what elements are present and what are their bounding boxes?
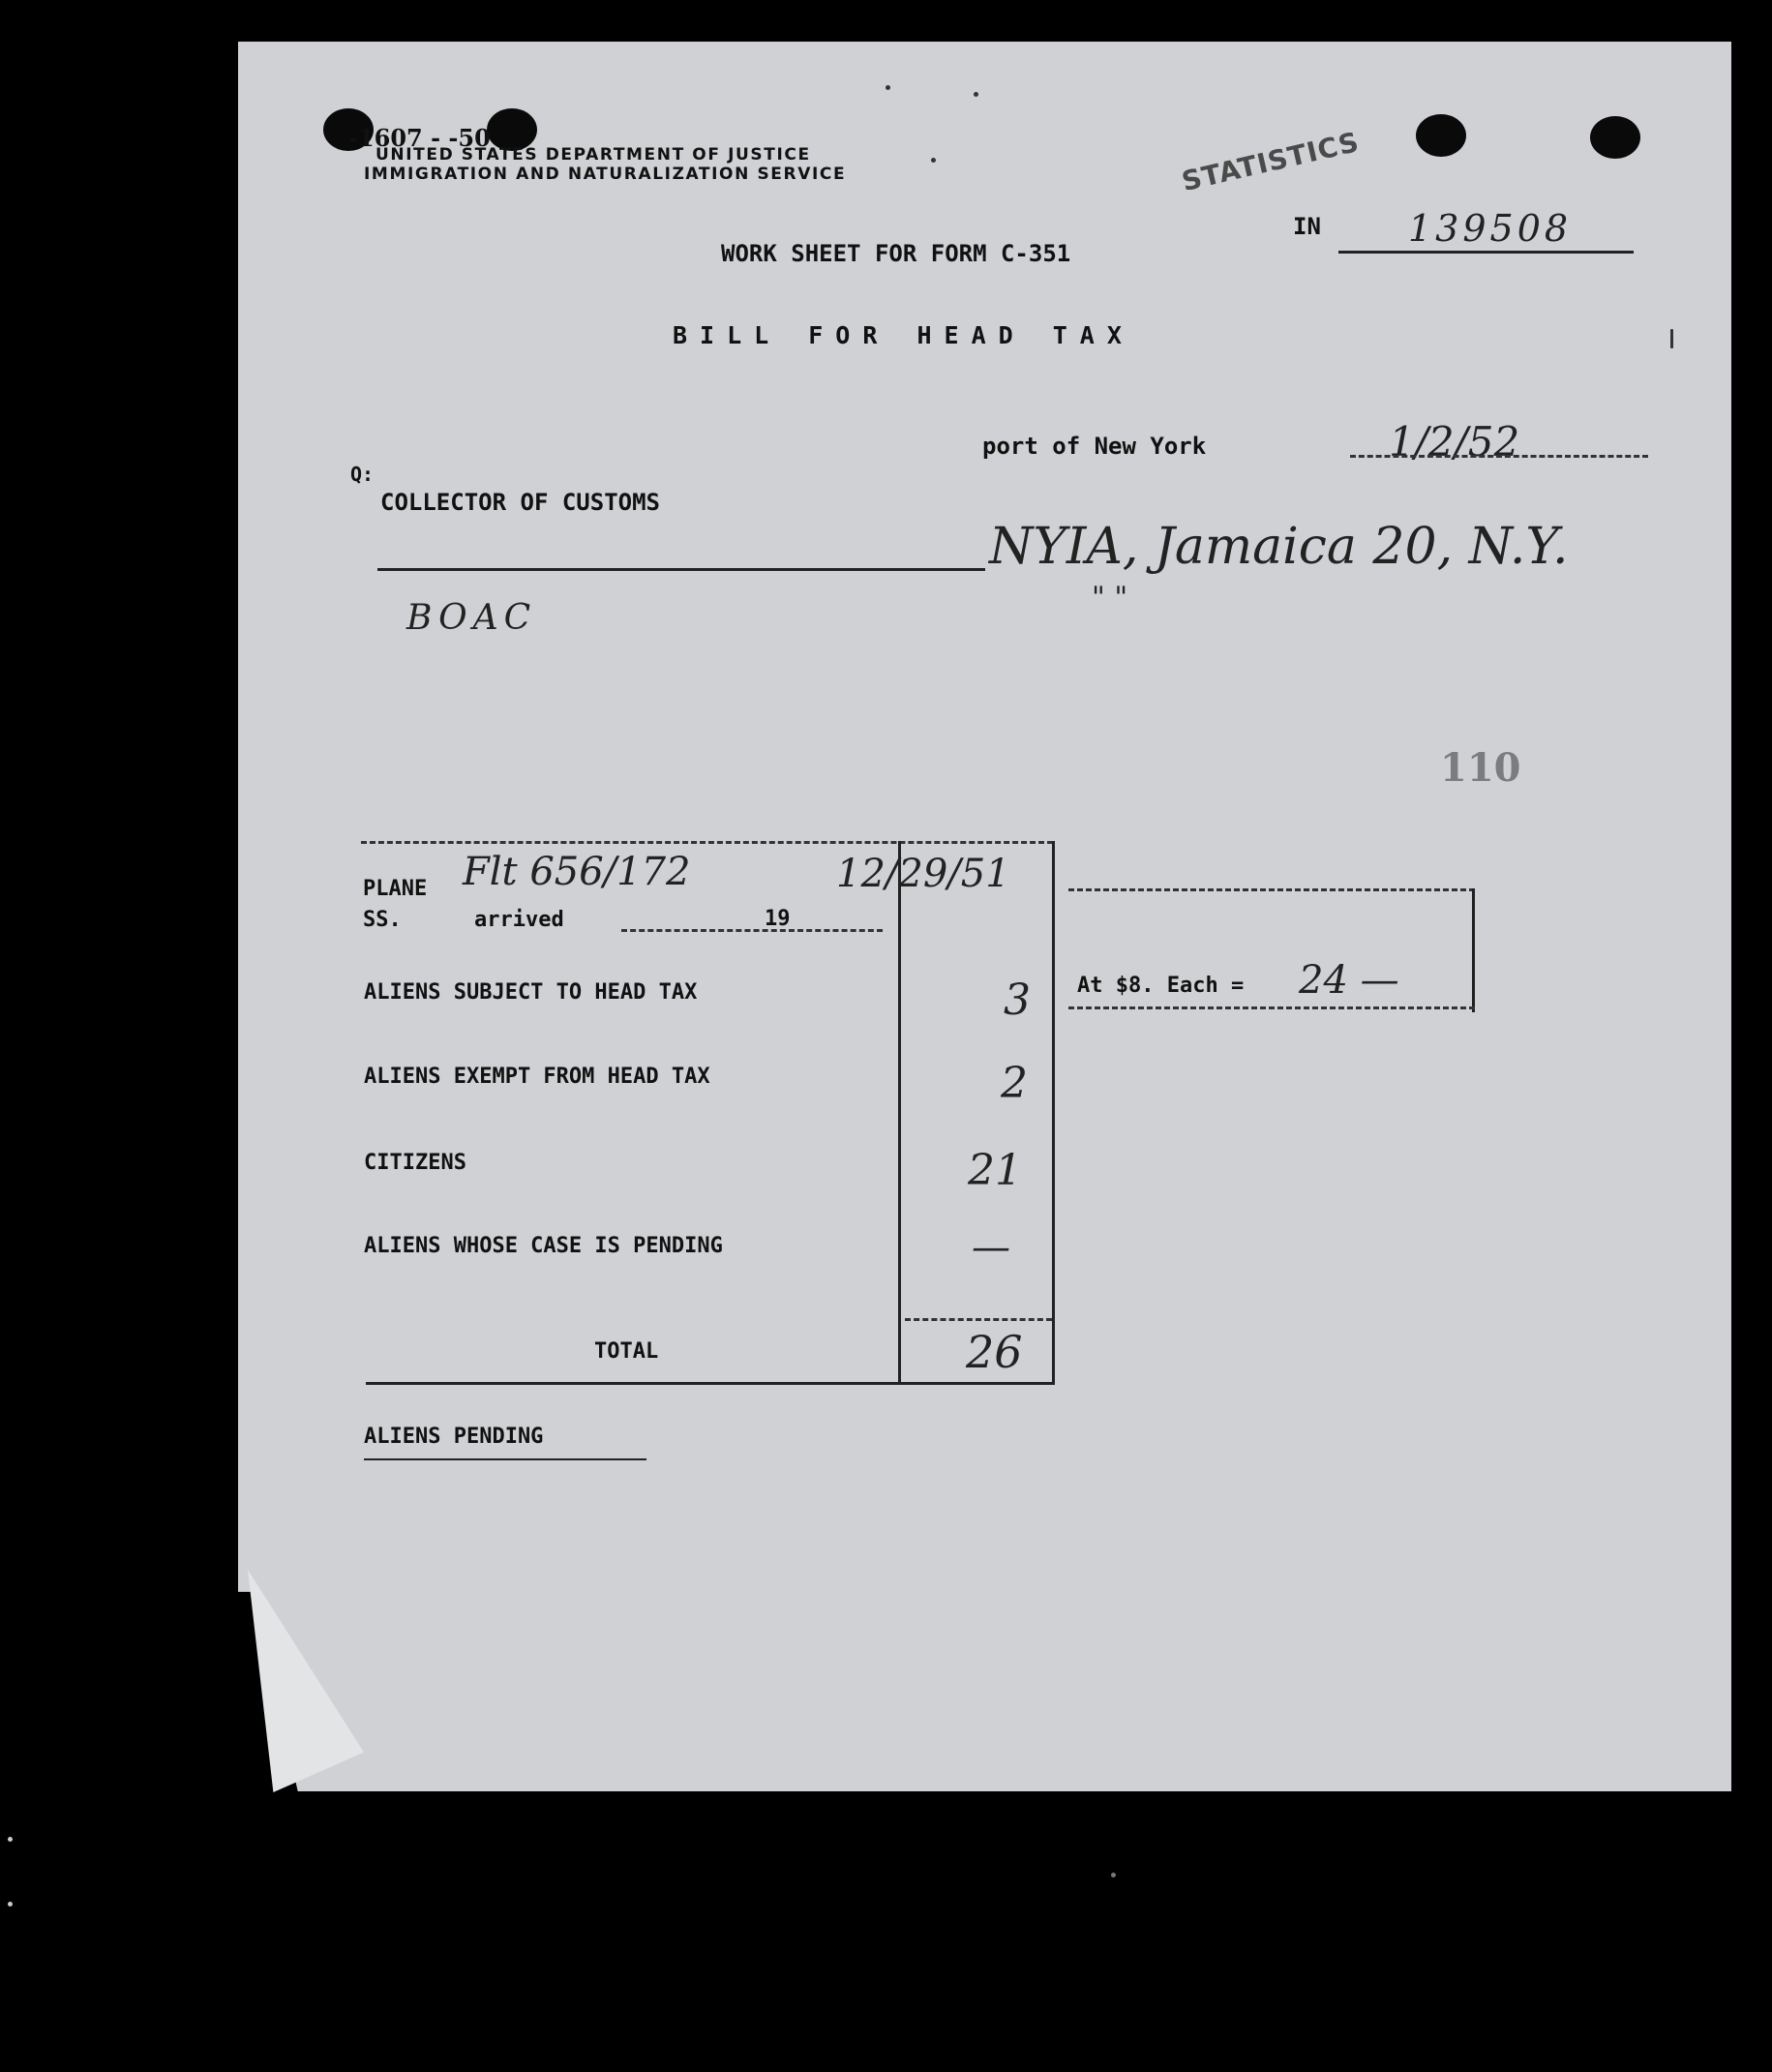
table-bottom-rule bbox=[366, 1382, 1055, 1385]
row-value-subject: 3 bbox=[1004, 976, 1031, 1025]
aliens-pending-label: ALIENS PENDING bbox=[364, 1425, 544, 1449]
bill-title: BILL FOR HEAD TAX bbox=[673, 321, 1134, 349]
rate-label: At $8. Each = bbox=[1077, 974, 1245, 998]
year-prefix: 19 bbox=[765, 907, 791, 931]
row-value-citizens: 21 bbox=[968, 1146, 1022, 1195]
carrier-name: BOAC bbox=[406, 598, 537, 638]
worksheet-title: WORK SHEET FOR FORM C-351 bbox=[721, 240, 1071, 267]
date-underline bbox=[1350, 455, 1648, 458]
table-divider-right bbox=[1052, 841, 1055, 1382]
port-date: 1/2/52 bbox=[1389, 418, 1520, 465]
aliens-pending-underline bbox=[364, 1458, 646, 1460]
row-label-subject: ALIENS SUBJECT TO HEAD TAX bbox=[364, 980, 698, 1005]
addressee-underline bbox=[377, 568, 985, 571]
speck bbox=[974, 92, 978, 97]
punch-hole-right-1 bbox=[1416, 114, 1466, 157]
row-value-exempt: 2 bbox=[1001, 1059, 1028, 1108]
row-label-citizens: CITIZENS bbox=[364, 1151, 466, 1175]
row-label-pending: ALIENS WHOSE CASE IS PENDING bbox=[364, 1234, 723, 1258]
in-number: 139508 bbox=[1408, 207, 1573, 250]
table-top-rule bbox=[361, 841, 1053, 844]
statistics-stamp: STATISTICS bbox=[1179, 125, 1363, 198]
speck bbox=[8, 1902, 13, 1907]
address-line: NYIA, Jamaica 20, N.Y. bbox=[989, 518, 1569, 576]
table-divider-left bbox=[898, 841, 901, 1382]
agency-line-1: UNITED STATES DEPARTMENT OF JUSTICE bbox=[375, 145, 811, 165]
total-label: TOTAL bbox=[594, 1339, 659, 1364]
speck bbox=[1111, 1873, 1116, 1877]
plane-flight: Flt 656/172 bbox=[463, 850, 691, 894]
rate-amount: 24 — bbox=[1299, 958, 1399, 1003]
punch-hole-right-2 bbox=[1590, 116, 1640, 159]
speck bbox=[1670, 329, 1673, 348]
in-underline bbox=[1338, 251, 1634, 254]
ss-label: SS. bbox=[363, 908, 402, 932]
agency-line-2: IMMIGRATION AND NATURALIZATION SERVICE bbox=[364, 165, 847, 184]
addressee: COLLECTOR OF CUSTOMS bbox=[380, 489, 660, 516]
file-number: 110 bbox=[1440, 745, 1521, 791]
port-label: port of New York bbox=[982, 433, 1207, 460]
arrived-label: arrived bbox=[474, 908, 564, 932]
speck bbox=[886, 85, 890, 90]
total-value: 26 bbox=[966, 1326, 1023, 1378]
in-label: IN bbox=[1293, 213, 1321, 240]
to-label: Q: bbox=[350, 463, 375, 486]
arrival-date: 12/29/51 bbox=[836, 852, 1010, 896]
row-value-pending: — bbox=[972, 1225, 1010, 1270]
row-label-exempt: ALIENS EXEMPT FROM HEAD TAX bbox=[364, 1065, 710, 1089]
arrival-underline bbox=[621, 929, 883, 932]
rate-box-top bbox=[1068, 888, 1475, 891]
plane-label: PLANE bbox=[363, 877, 428, 901]
address-ditto: " " bbox=[1092, 581, 1128, 615]
rate-box-right bbox=[1472, 888, 1475, 1012]
speck bbox=[8, 1837, 13, 1842]
speck bbox=[931, 158, 936, 163]
form-number: -1607 - -50 bbox=[348, 124, 491, 152]
subtotal-rule bbox=[905, 1318, 1052, 1321]
rate-box-bottom bbox=[1068, 1006, 1475, 1009]
document-page bbox=[238, 42, 1731, 1791]
